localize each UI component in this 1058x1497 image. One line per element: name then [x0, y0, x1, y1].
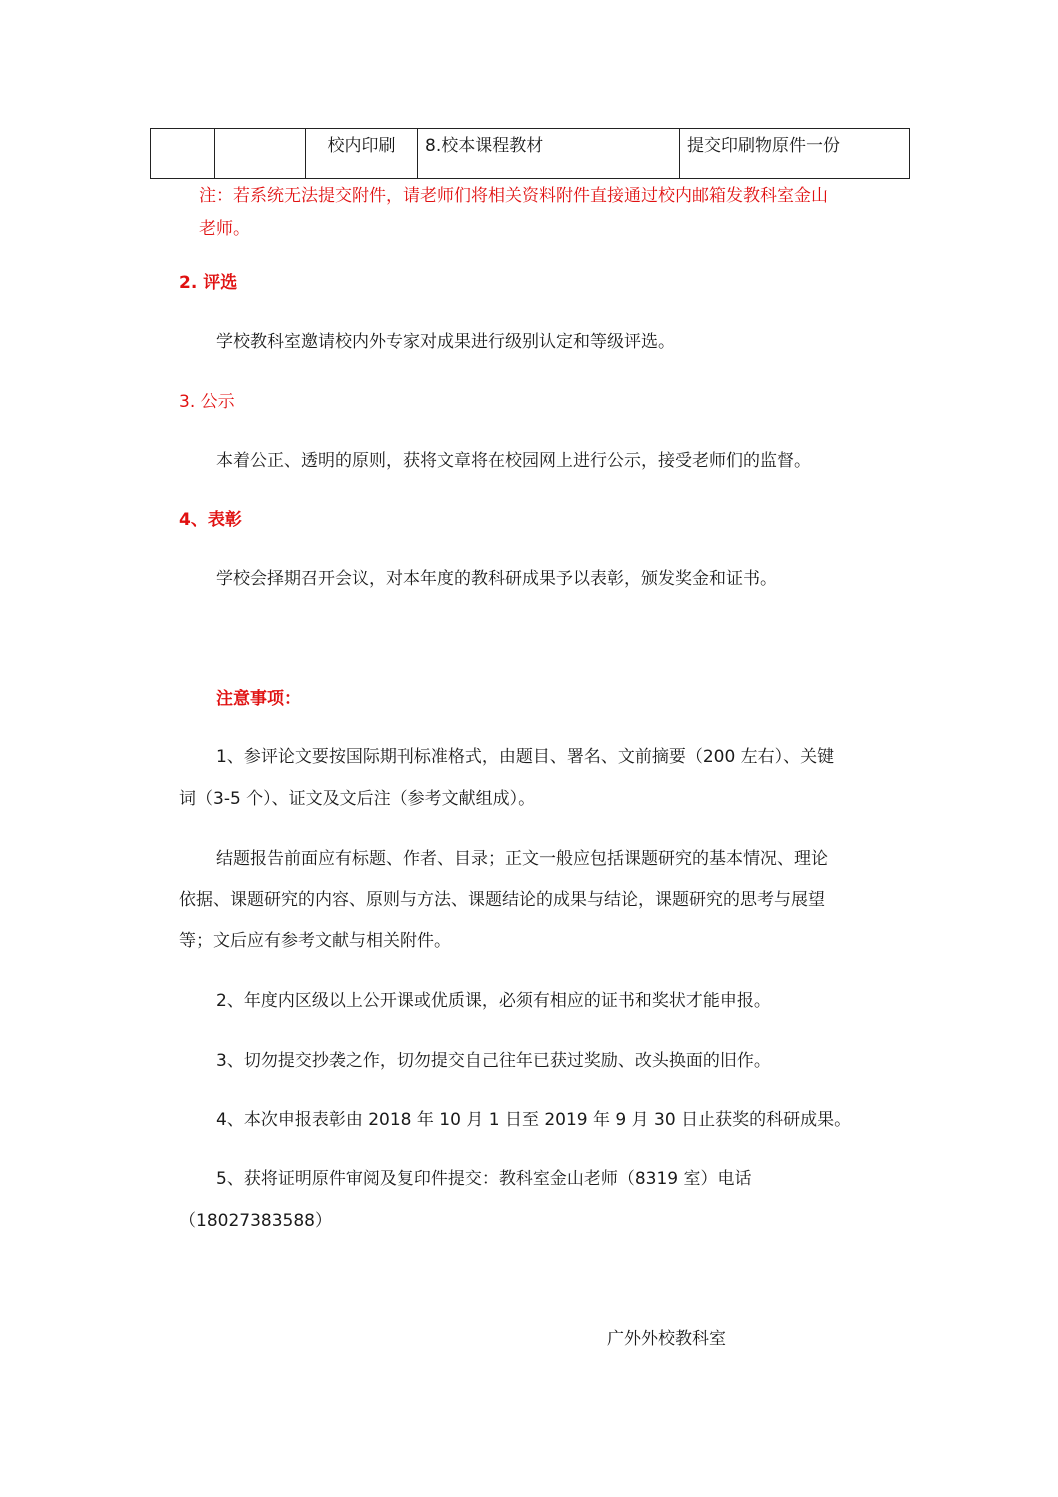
section-body-review: 学校教科室邀请校内外专家对成果进行级别认定和等级评选。 — [216, 332, 675, 352]
section-heading-publicity: 3. 公示 — [179, 392, 235, 412]
report-line-3: 等；文后应有参考文献与相关附件。 — [179, 931, 451, 951]
table-cell — [215, 129, 306, 179]
notice-item-5-line-1: 5、获将证明原件审阅及复印件提交：教科室金山老师（8319 室）电话 — [216, 1169, 752, 1189]
report-line-2: 依据、课题研究的内容、原则与方法、课题结论的成果与结论，课题研究的思考与展望 — [179, 890, 825, 910]
notice-item-4: 4、本次申报表彰由 2018 年 10 月 1 日至 2019 年 9 月 30 日止获奖的科研成果。 — [216, 1110, 852, 1130]
notice-item-1-line-2: 词（3-5 个）、证文及文后注（参考文献组成）。 — [179, 789, 536, 809]
materials-table — [150, 128, 910, 179]
notice-item-1-line-1: 1、参评论文要按国际期刊标准格式，由题目、署名、文前摘要（200 左右）、关键 — [216, 747, 835, 767]
report-line-1: 结题报告前面应有标题、作者、目录；正文一般应包括课题研究的基本情况、理论 — [216, 849, 828, 869]
note-line-1: 注：若系统无法提交附件，请老师们将相关资料附件直接通过校内邮箱发教科室金山 — [199, 186, 828, 206]
section-body-commendation: 学校会择期召开会议，对本年度的教科研成果予以表彰，颁发奖金和证书。 — [216, 569, 777, 589]
table-cell-requirement: 提交印刷物原件一份 — [680, 129, 910, 179]
section-body-publicity: 本着公正、透明的原则，获将文章将在校园网上进行公示，接受老师们的监督。 — [216, 451, 811, 471]
table-cell-item: 8.校本课程教材 — [418, 129, 680, 179]
notice-title: 注意事项： — [216, 689, 301, 709]
table-cell-category: 校内印刷 — [306, 129, 418, 179]
table-row — [151, 129, 910, 179]
section-heading-review: 2. 评选 — [179, 273, 238, 293]
signature: 广外外校教科室 — [607, 1329, 726, 1349]
notice-item-5-line-2: （18027383588） — [179, 1211, 332, 1231]
note-line-2: 老师。 — [199, 219, 250, 239]
table-cell — [151, 129, 215, 179]
section-heading-commendation: 4、表彰 — [179, 510, 242, 530]
notice-item-3: 3、切勿提交抄袭之作，切勿提交自己往年已获过奖励、改头换面的旧作。 — [216, 1051, 771, 1071]
notice-item-2: 2、年度内区级以上公开课或优质课，必须有相应的证书和奖状才能申报。 — [216, 991, 771, 1011]
